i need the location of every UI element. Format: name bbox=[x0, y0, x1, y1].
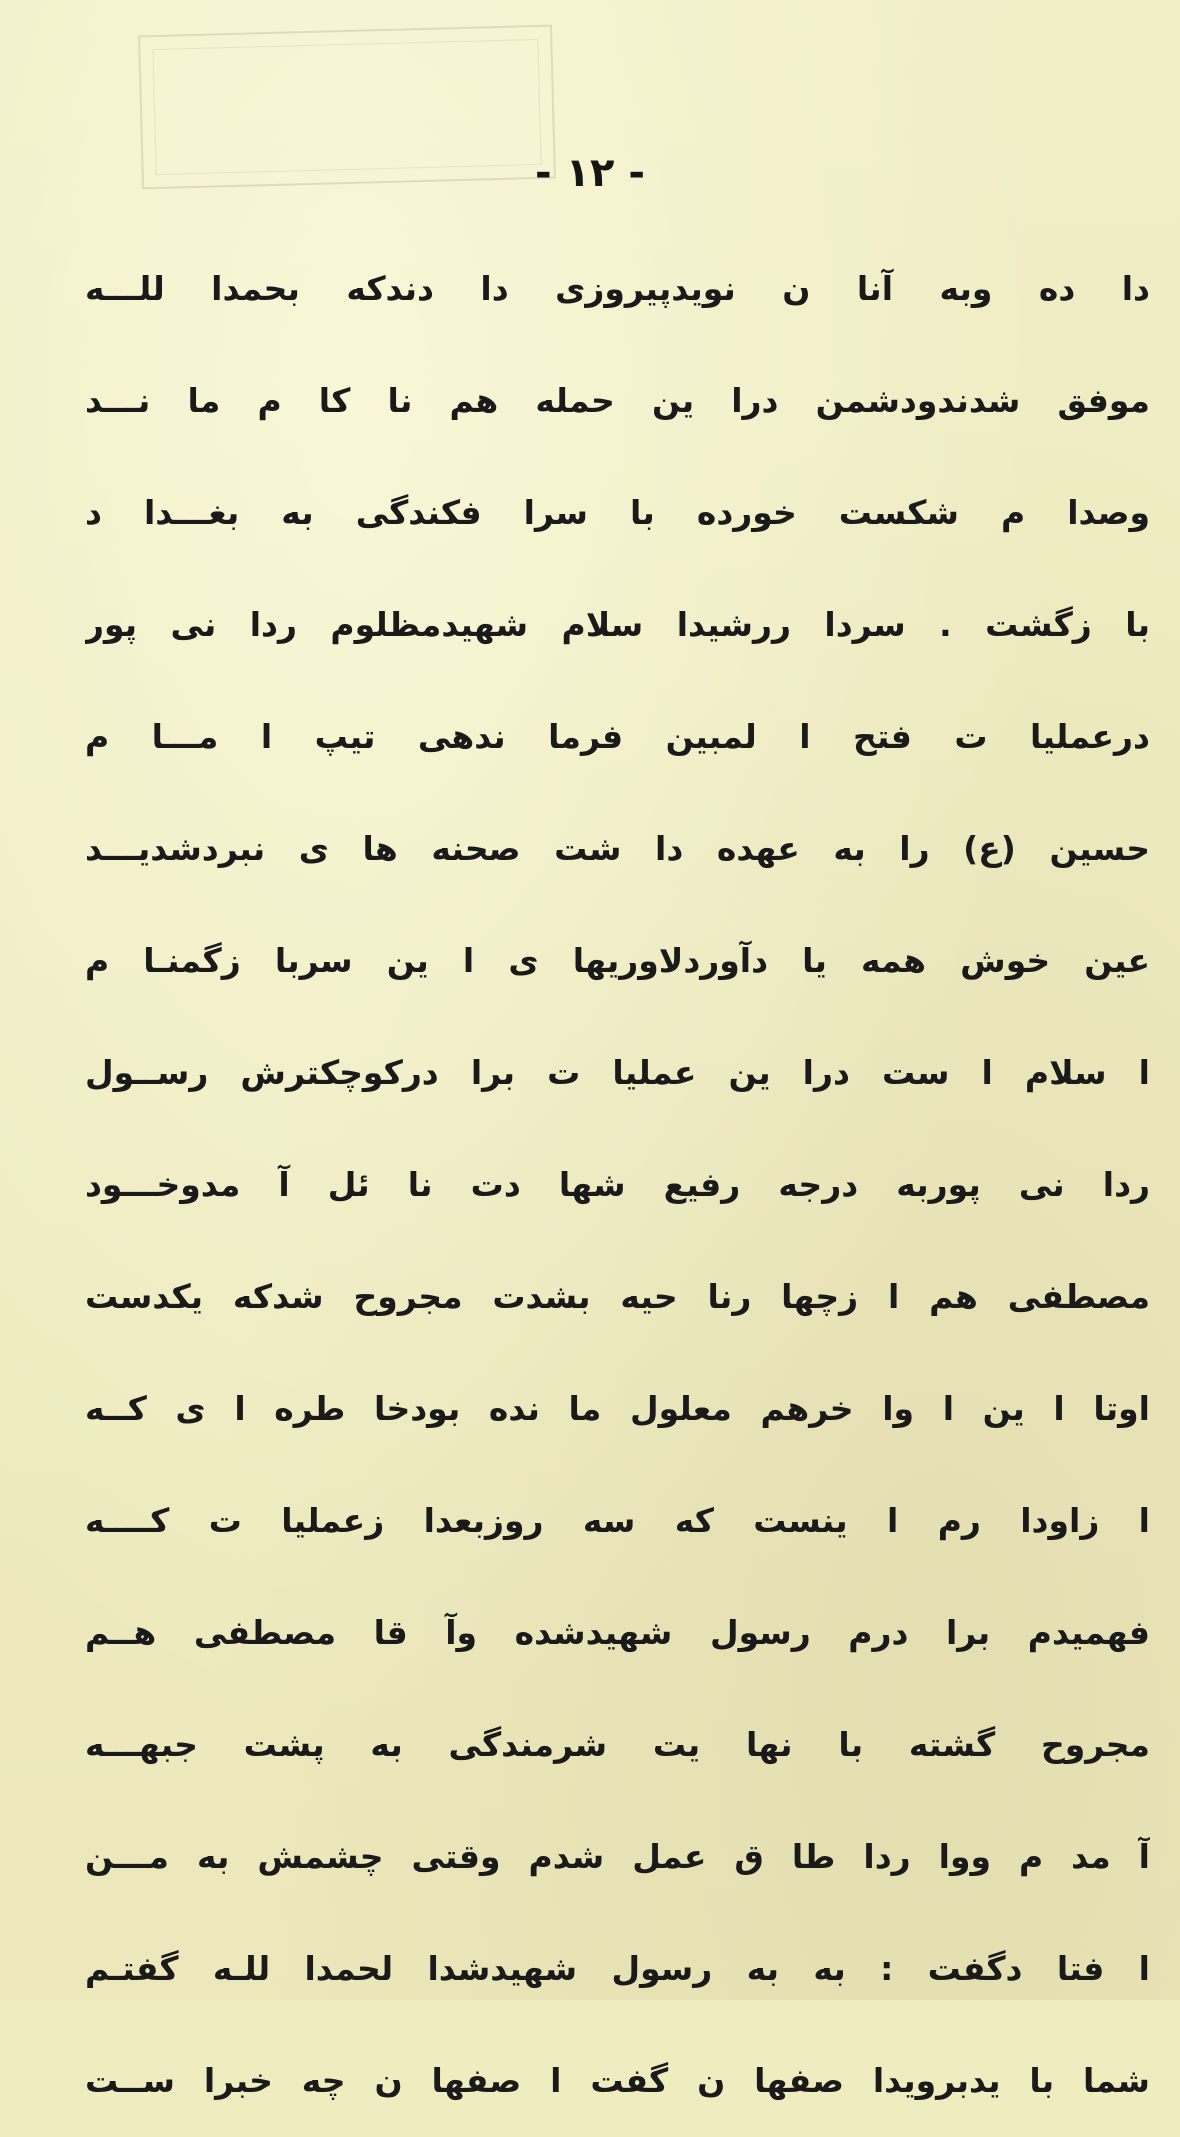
text-line: مجروح گشته با نها یت شرمندگی به پشت جبهـــه bbox=[85, 1725, 1150, 1764]
page-number: - ۱۲ - bbox=[535, 150, 645, 196]
text-line: دا ده وبه آنا ن نویدپیروزی دا دندکه بحمدا للـــه bbox=[85, 269, 1150, 308]
text-line: با زگشت . سردا ررشیدا سلام شهیدمظلوم ردا نی پور bbox=[85, 605, 1150, 644]
text-line: شما با یدبرویدا صفها ن گفت ا صفها ن چه خبرا ســت bbox=[85, 2061, 1150, 2100]
text-line: آ مد م ووا ردا طا ق عمل شدم وقتی چشمش به مـــن bbox=[85, 1837, 1150, 1876]
body-text bbox=[85, 233, 1150, 2137]
text-line: موفق شدندودشمن درا ین حمله هم نا کا م ما نـــد bbox=[85, 381, 1150, 420]
text-line: فهمیدم برا درم رسول شهیدشده وآ قا مصطفی هــم bbox=[85, 1613, 1150, 1652]
text-line: ردا نی پوربه درجه رفیع شها دت نا ئل آ مدوخـــود bbox=[85, 1165, 1150, 1204]
text-line: درعملیا ت فتح ا لمبین فرما ندهی تیپ ا مـــا م bbox=[85, 717, 1150, 756]
text-line: مصطفی هم ا زچها رنا حیه بشدت مجروح شدکه یکدست bbox=[85, 1277, 1150, 1316]
text-line: عین خوش همه یا دآوردلاوریها ی ا ین سربا زگمنـا م bbox=[85, 941, 1150, 980]
text-line: وصدا م شکست خورده با سرا فکندگی به بغـــدا د bbox=[85, 493, 1150, 532]
text-line: حسین (ع) را به عهده دا شت صحنه ها ی نبردشدیـــد bbox=[85, 829, 1150, 868]
text-line: ا سلام ا ست درا ین عملیا ت برا درکوچکترش رســول bbox=[85, 1053, 1150, 1092]
text-line: اوتا ا ین ا وا خرهم معلول ما نده بودخا طره ا ی کــه bbox=[85, 1389, 1150, 1428]
text-line: ا فتا دگفت : به به رسول شهیدشدا لحمدا للـه گفتـم bbox=[85, 1949, 1150, 1988]
text-line: ا زاودا رم ا ینست که سه روزبعدا زعملیا ت کــــه bbox=[85, 1501, 1150, 1540]
